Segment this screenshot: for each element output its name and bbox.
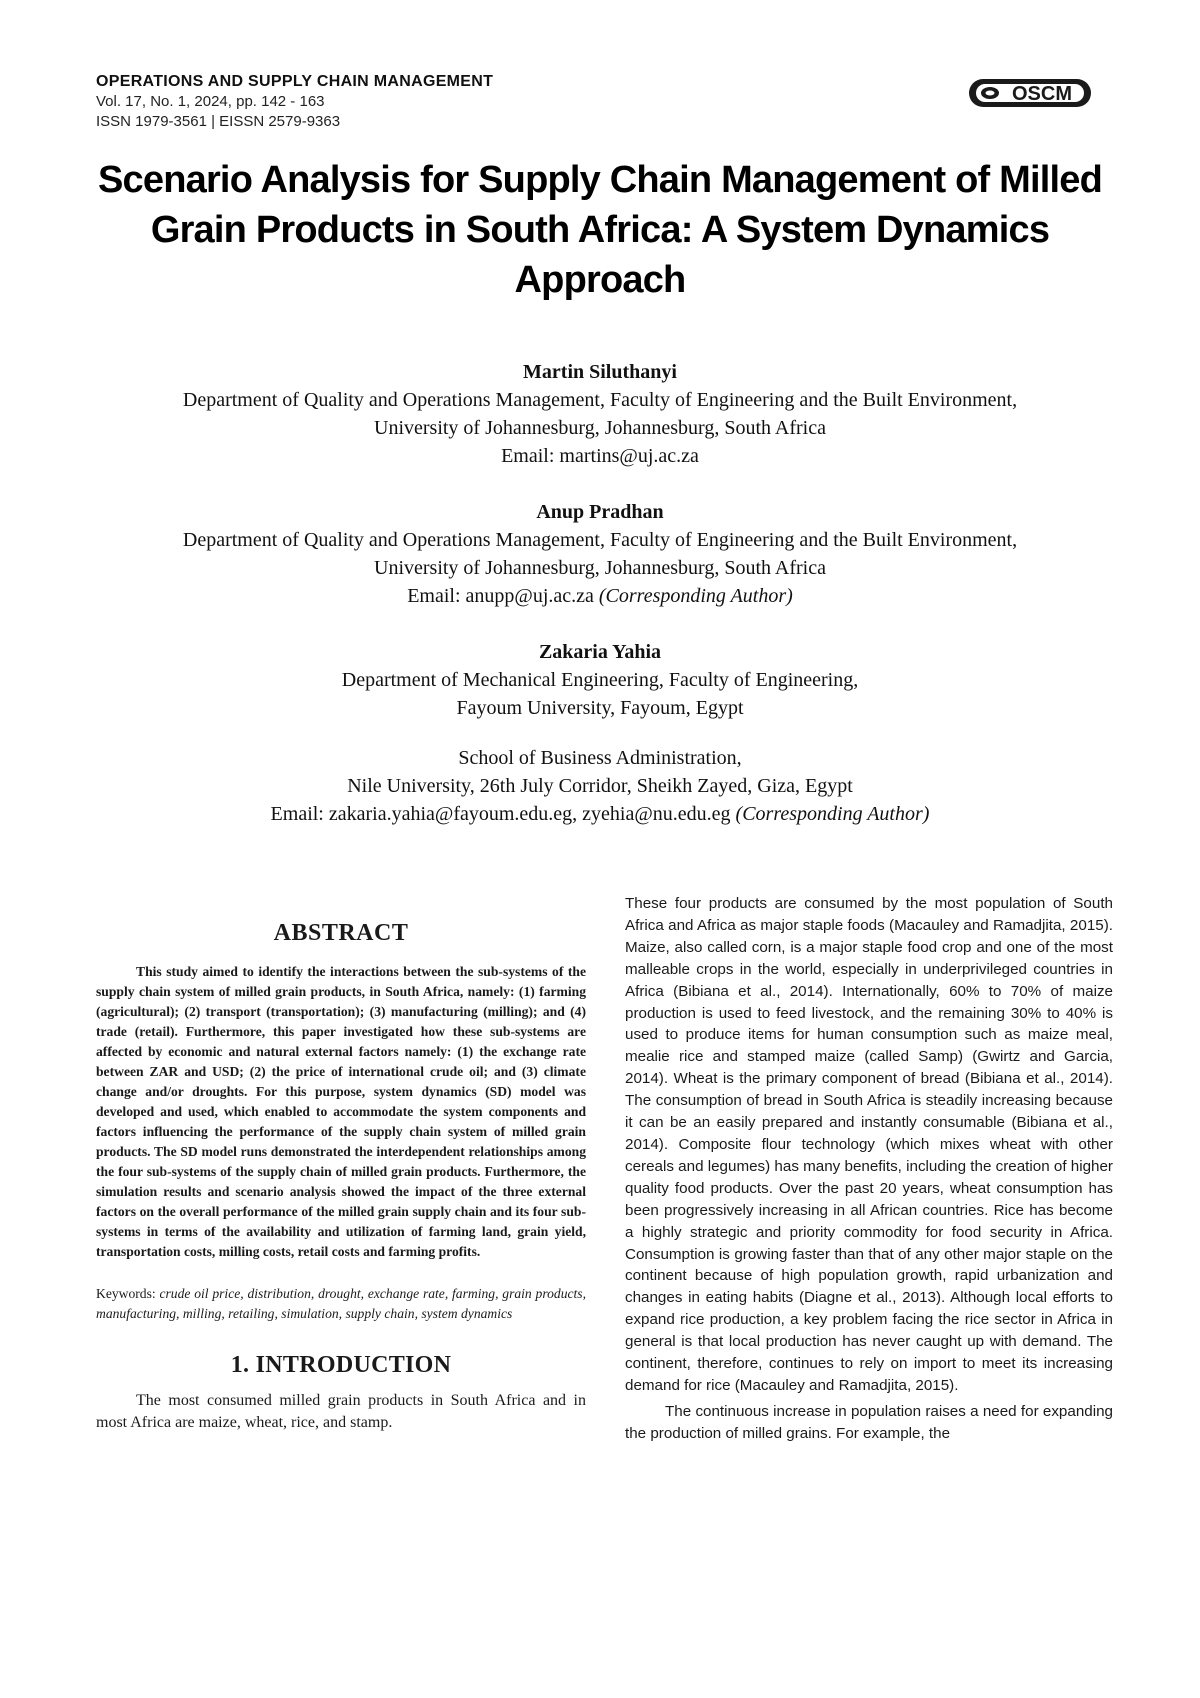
author-block	[60, 498, 1140, 610]
body-paragraph: The continuous increase in population raises a need for expanding the production of milled grains. For example, the	[625, 1402, 1113, 1442]
author-affiliation: University of Johannesburg, Johannesburg, South Africa	[374, 557, 826, 579]
author-email: Email: zakaria.yahia@fayoum.edu.eg, zyehia@nu.edu.eg (Corresponding Author)	[270, 803, 930, 825]
left-column	[96, 918, 586, 1434]
author-affiliation: University of Johannesburg, Johannesburg, South Africa	[374, 417, 826, 439]
paper-title: Scenario Analysis for Supply Chain Management of Milled Grain Products in South Africa: A System Dynamics Approach	[97, 159, 1102, 301]
author-affiliation: Department of Mechanical Engineering, Faculty of Engineering,	[341, 669, 859, 691]
author-affiliation: Fayoum University, Fayoum, Egypt	[456, 697, 744, 719]
introduction-text: The most consumed milled grain products in South Africa and in most Africa are maize, wheat, rice, and stamp.	[96, 1392, 586, 1431]
author-affiliation: Nile University, 26th July Corridor, Sheikh Zayed, Giza, Egypt	[347, 775, 853, 797]
abstract-heading: ABSTRACT	[273, 920, 409, 946]
abstract-text: This study aimed to identify the interactions between the sub-systems of the supply chain system of milled grain products, in South Africa, namely: (1) farming (agricultural); (2) transport (transportation); (3) manufacturing (milling); and (4) trade (retail). Furthermore, this paper investigated how these sub-systems are affected by economic and natural external factors namely: (1) the exchange rate between ZAR and USD; (2) the price of international crude oil; and (3) climate change and/or droughts. For this purpose, system dynamics (SD) model was developed and used, which enabled to accommodate the system components and factors influencing the performance of the supply chain system of milled grain products. The SD model runs demonstrated the interdependent relationships among the four sub-systems of the supply chain of milled grain products. Furthermore, the simulation results and scenario analysis showed the impact of the three external factors on the overall performance of the milled grain supply chain and its four sub-systems in terms of the availability and utilization of farming land, grain yield, transportation costs, milling costs, retail costs and farming profits.	[96, 964, 586, 1259]
journal-header	[96, 72, 796, 132]
journal-issn: ISSN 1979-3561 | EISSN 2579-9363	[96, 113, 341, 130]
author-affiliation: Department of Quality and Operations Management, Faculty of Engineering and the Built Environment,	[182, 389, 1018, 411]
author-name: Zakaria Yahia	[538, 641, 662, 663]
journal-volume: Vol. 17, No. 1, 2024, pp. 142 - 163	[96, 93, 325, 110]
author-email: Email: anupp@uj.ac.za (Corresponding Author)	[407, 585, 793, 607]
corresponding-note: (Corresponding Author)	[598, 585, 793, 607]
journal-name: OPERATIONS AND SUPPLY CHAIN MANAGEMENT	[96, 73, 494, 90]
author-name: Anup Pradhan	[536, 501, 664, 523]
author-block	[60, 358, 1140, 470]
keywords-label: Keywords:	[96, 1286, 156, 1301]
author-name: Martin Siluthanyi	[523, 361, 677, 383]
introduction-heading: 1. INTRODUCTION	[230, 1352, 452, 1378]
author-email: Email: martins@uj.ac.za	[501, 445, 699, 467]
author-block	[60, 638, 1140, 828]
keywords	[96, 1284, 586, 1324]
right-column	[625, 893, 1113, 1445]
body-paragraph: These four products are consumed by the most population of South Africa and Africa as major staple foods (Macauley and Ramadjita, 2015). Maize, also called corn, is a major staple food crop and one of the most malleable crops in the world, especially in underprivileged countries in Africa (Bibiana et al., 2014). Internationally, 60% to 70% of maize production is used to feed livestock, and the remaining 30% to 40% is used to produce items for human consumption such as maize meal, mealie rice and stamped maize (called Samp) (Gwirtz and Garcia, 2014). Wheat is the primary component of bread (Bibiana et al., 2014). The consumption of bread in South Africa is steadily increasing because it can be an easily prepared and instantly consumable (Bibiana et al., 2014). Composite flour technology (which mixes wheat with other cereals and legumes) has many benefits, including the creation of higher quality food products. Over the past 20 years, wheat consumption has been progressively increasing in all African countries. Rice has become a highly strategic and priority commodity for food security in Africa. Consumption is growing faster than that of any other major staple on the continent because of high population growth, rapid urbanization and changes in eating habits (Diagne et al., 2013). Although local efforts to expand rice production, a key problem facing the rice sector in Africa in general is that local production has never caught up with demand. The continent, therefore, continues to rely on import to meet its increasing demand for rice (Macauley and Ramadjita, 2015).	[625, 895, 1113, 1394]
author-affiliation: School of Business Administration,	[458, 747, 742, 769]
author-affiliation: Department of Quality and Operations Management, Faculty of Engineering and the Built Environment,	[182, 529, 1018, 551]
corresponding-note: (Corresponding Author)	[735, 803, 930, 825]
keywords-text: crude oil price, distribution, drought, exchange rate, farming, grain products, manufacturing, milling, retailing, simulation, supply chain, system dynamics	[96, 1286, 586, 1321]
svg-text:OSCM: OSCM	[1012, 83, 1072, 105]
author-list	[60, 358, 1140, 856]
oscm-logo	[968, 76, 1092, 110]
